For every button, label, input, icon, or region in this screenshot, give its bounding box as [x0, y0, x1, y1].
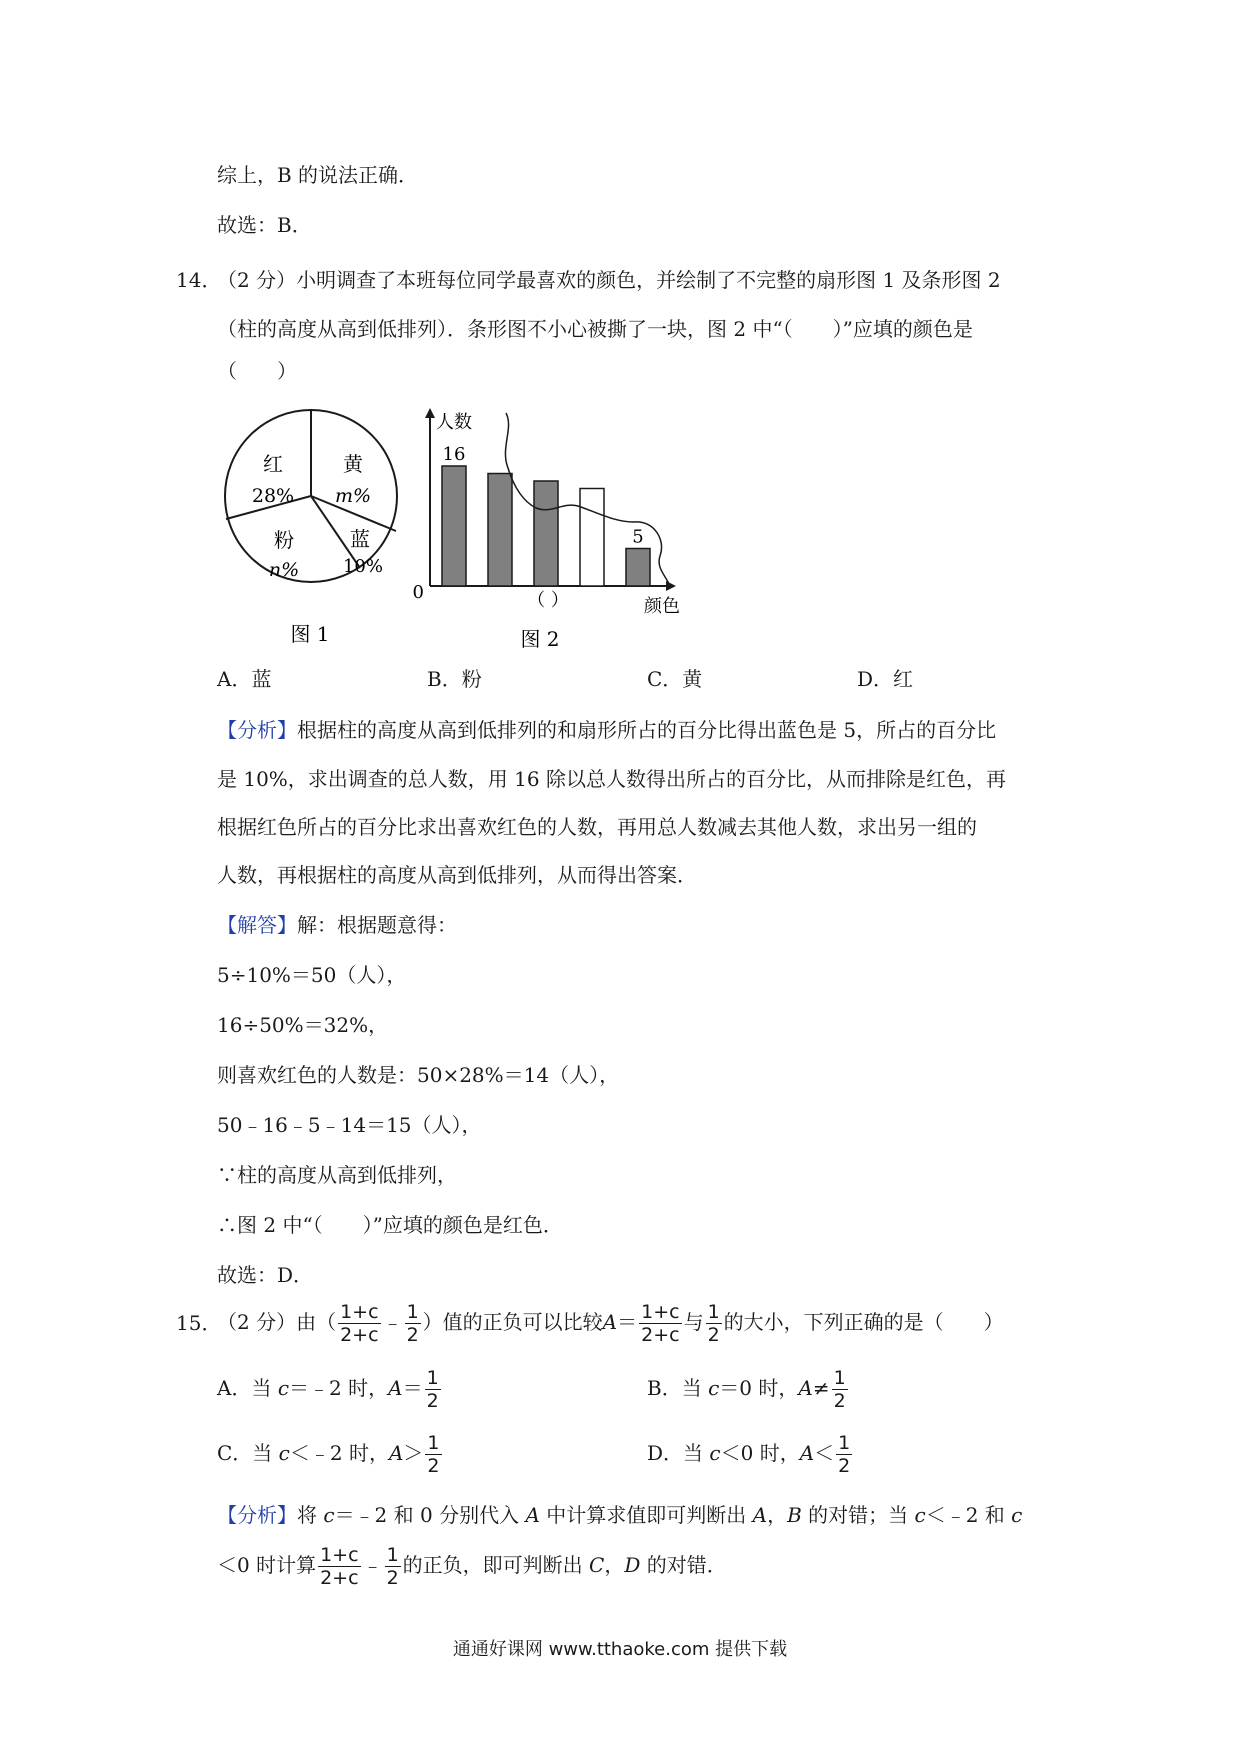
bar-4 [626, 549, 650, 587]
q14-figures [218, 408, 698, 658]
q14-solution-intro: 【解答】解：根据题意得： [217, 913, 457, 937]
q15-option-a: A．当 c＝﹣2 时，A＝ $\frac{1}{2}$ [217, 1367, 439, 1412]
pie-label-blue: 蓝 [350, 527, 370, 551]
pie-label-yellow: 黄 [343, 452, 363, 476]
q14-answer: 故选：D． [217, 1263, 314, 1287]
pie-value-blue: 10% [342, 556, 384, 577]
pie-caption: 图 1 [290, 622, 330, 646]
analysis-tag: 【分析】 [217, 1503, 297, 1527]
q14-solution-line2: 16÷50%＝32%， [217, 1013, 389, 1037]
q15-option-c: C．当 c＜﹣2 时，A＞ $\frac{1}{2}$ [217, 1432, 440, 1477]
q14-analysis-line2: 是 10%，求出调查的总人数，用 16 除以总人数得出所占的百分比，从而排除是红色，再 [217, 767, 1006, 791]
q14-option-b: B．粉 [427, 667, 482, 691]
q15-analysis-line1: 【分析】将 c＝﹣2 和 0 分别代入 A 中计算求值即可判断出 A，B 的对错；当 c＜﹣2 和 c [217, 1503, 1023, 1527]
q14-stem-line3: （ ） [217, 359, 297, 383]
pie-chart [225, 410, 397, 646]
q14-solution-line3: 则喜欢红色的人数是：50×28%＝14（人）， [217, 1063, 620, 1087]
bar-value-label-4: 5 [632, 526, 644, 548]
q15-analysis-line2: ＜0 时计算 $\frac{1+c}{2+c}$ ﹣ $\frac{1}{2}$ 的正负，即可判断出 C，D 的对错． [217, 1544, 727, 1589]
analysis-tag: 【分析】 [217, 718, 297, 742]
bar-1 [488, 474, 512, 587]
q14-solution-line6: ∴图 2 中“（ ）”应填的颜色是红色． [217, 1213, 563, 1237]
origin-label: 0 [412, 582, 424, 603]
q15-option-b: B．当 c＝0 时，A≠ $\frac{1}{2}$ [647, 1367, 846, 1412]
solution-tag: 【解答】 [217, 913, 297, 937]
frac-1pc-2pc: $\frac{1+c}{2+c}$ [340, 1301, 379, 1346]
pie-label-red: 红 [263, 452, 283, 476]
q14-stem-line1: （2 分）小明调查了本班每位同学最喜欢的颜色，并绘制了不完整的扇形图 1 及条形图 2 [217, 268, 1001, 292]
x-axis-label: 颜色 [644, 596, 680, 617]
q14-solution-line4: 50﹣16﹣5﹣14＝15（人）， [217, 1113, 482, 1137]
q14-option-a: A．蓝 [217, 667, 272, 691]
prev-answer: 故选：B． [217, 213, 312, 237]
q15-stem: （2 分）由（ $\frac{1+c}{2+c}$ ﹣ $\frac{1}{2}$ ）值的正负可以比较A＝ $\frac{1+c}{2+c}$ 与 $\frac{1}{2}$ 的大小，下列正确的是（ ） [217, 1301, 1004, 1346]
q14-option-c: C．黄 [647, 667, 703, 691]
bar-chart [413, 408, 680, 651]
q14-analysis-line4: 人数，再根据柱的高度从高到低排列，从而得出答案． [217, 863, 697, 887]
bar-0 [442, 466, 466, 586]
q15-number: 15． [176, 1311, 222, 1335]
q15-option-d: D．当 c＜0 时，A＜ $\frac{1}{2}$ [647, 1432, 851, 1477]
bar-value-label-0: 16 [442, 444, 466, 465]
q14-analysis-line1: 【分析】根据柱的高度从高到低排列的和扇形所占的百分比得出蓝色是 5，所占的百分比 [217, 718, 997, 742]
prev-summary: 综上，B 的说法正确． [217, 163, 419, 187]
q14-option-d: D．红 [857, 667, 914, 691]
bar-2 [534, 481, 558, 586]
pie-value-red: 28% [251, 485, 295, 507]
y-axis-arrow [425, 408, 435, 418]
q14-solution-line1: 5÷10%＝50（人）， [217, 963, 407, 987]
q14-solution-line5: ∵柱的高度从高到低排列， [217, 1163, 457, 1187]
footer: 通通好课网 www.tthaoke.com 提供下载 [452, 1639, 788, 1660]
bar-caption: 图 2 [520, 627, 560, 651]
y-axis-label: 人数 [436, 412, 472, 433]
pie-label-pink: 粉 [274, 528, 294, 552]
q14-stem-line2: （柱的高度从高到低排列）．条形图不小心被撕了一块，图 2 中“（ ）”应填的颜色是 [217, 317, 973, 341]
frac-half: $\frac{1}{2}$ [406, 1301, 419, 1346]
q14-number: 14． [176, 268, 222, 292]
blank-category-label: （ ） [527, 590, 569, 611]
pie-value-pink: n% [268, 559, 300, 581]
pie-value-yellow: m% [334, 485, 372, 507]
bar-3 [580, 489, 604, 587]
q14-analysis-line3: 根据红色所占的百分比求出喜欢红色的人数，再用总人数减去其他人数，求出另一组的 [217, 815, 977, 839]
